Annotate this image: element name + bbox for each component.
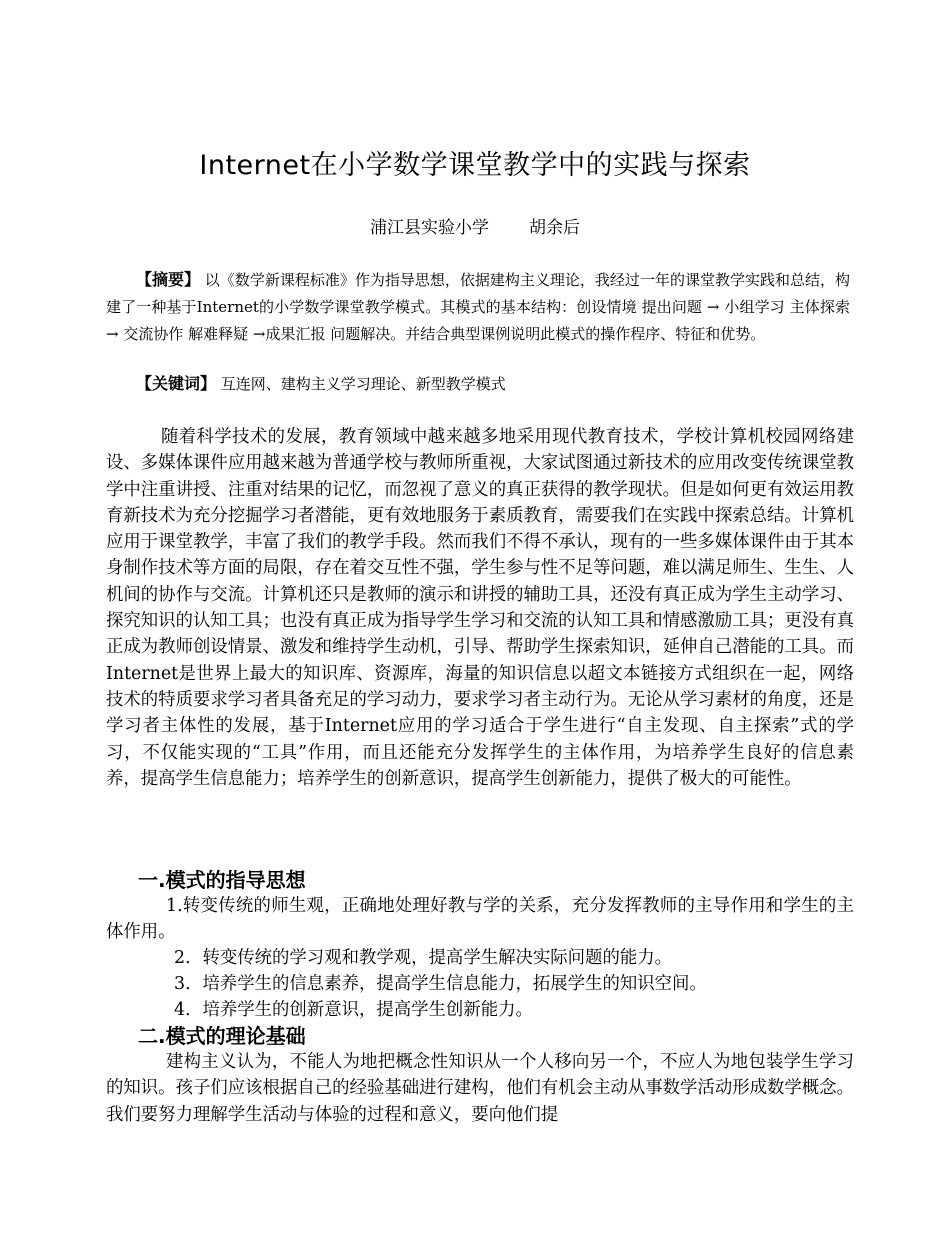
keywords [106, 370, 850, 398]
section1-item-4: 4．培养学生的创新意识，提高学生创新能力。 [174, 1000, 533, 1020]
author-line [0, 216, 950, 240]
keywords-label: 【关键词】 [136, 374, 217, 393]
section1-item-1: 1.转变传统的师生观，正确地处理好教与学的关系，充分发挥教师的主导作用和学生的主体作用。 [106, 896, 854, 943]
keywords-text: 互连网、建构主义学习理论、新型教学模式 [216, 375, 506, 393]
abstract-label: 【摘要】 [136, 270, 201, 289]
document-title: Internet在小学数学课堂教学中的实践与探索 [199, 150, 751, 181]
section1-item-2: 2．转变传统的学习观和教学观，提高学生解决实际问题的能力。 [174, 948, 673, 968]
abstract [106, 266, 850, 348]
section2-paragraph: 建构主义认为，不能人为地把概念性知识从一个人移向另一个，不应人为地包装学生学习的知识。孩子们应该根据自己的经验基础进行建构，他们有机会主动从事数学活动形成数学概念。我们要努力理解学生活动与体验的过程和意义，要向他们提 [106, 1052, 854, 1125]
section-heading-2: 二.模式的理论基础 [138, 1024, 306, 1048]
intro-paragraph: 随着科学技术的发展，教育领域中越来越多地采用现代教育技术，学校计算机校园网络建设、多媒体课件应用越来越为普通学校与教师所重视，大家试图通过新技术的应用改变传统课堂教学中注重讲授、注重对结果的记忆，而忽视了意义的真正获得的教学现状。但是如何更有效运用教育新技术为充分挖掘学习者潜能，更有效地服务于素质教育，需要我们在实践中探索总结。计算机应用于课堂教学，丰富了我们的教学手段。然而我们不得不承认，现有的一些多媒体课件由于其本身制作技术等方面的局限，存在着交互性不强，学生参与性不足等问题，难以满足师生、生生、人机间的协作与交流。计算机还只是教师的演示和讲授的辅助工具，还没有真正成为学生主动学习、探究知识的认知工具；也没有真正成为指导学生学习和交流的认知工具和情感激励工具；更没有真正成为教师创设情景、激发和维持学生动机，引导、帮助学生探索知识，延伸自己潜能的工具。而Internet是世界上最大的知识库、资源库，海量的知识信息以超文本链接方式组织在一起，网络技术的特质要求学习者具备充足的学习动力，要求学习者主动行为。无论从学习素材的角度，还是学习者主体性的发展，基于Internet应用的学习适合于学生进行“自主发现、自主探索”式的学习，不仅能实现的“工具”作用，而且还能充分发挥学生的主体作用，为培养学生良好的信息素养，提高学生信息能力；培养学生的创新意识，提高学生创新能力，提供了极大的可能性。 [106, 427, 854, 789]
abstract-text: 以《数学新课程标准》作为指导思想，依据建构主义理论，我经过一年的课堂教学实践和总结，构建了一种基于Internet的小学数学课堂教学模式。其模式的基本结构：创设情境 提出问题 → 小组学习 主体探索 → 交流协作 解难释疑 →成果汇报 问题解决。并结合典型课例说明此模式的操作程序、特征和优势。 [106, 271, 850, 343]
author-school: 浦江县实验小学 [370, 218, 489, 238]
section1-item-3: 3．培养学生的信息素养，提高学生信息能力，拓展学生的知识空间。 [174, 974, 707, 994]
author-name: 胡余后 [529, 218, 580, 238]
section-heading-1: 一.模式的指导思想 [138, 868, 306, 892]
